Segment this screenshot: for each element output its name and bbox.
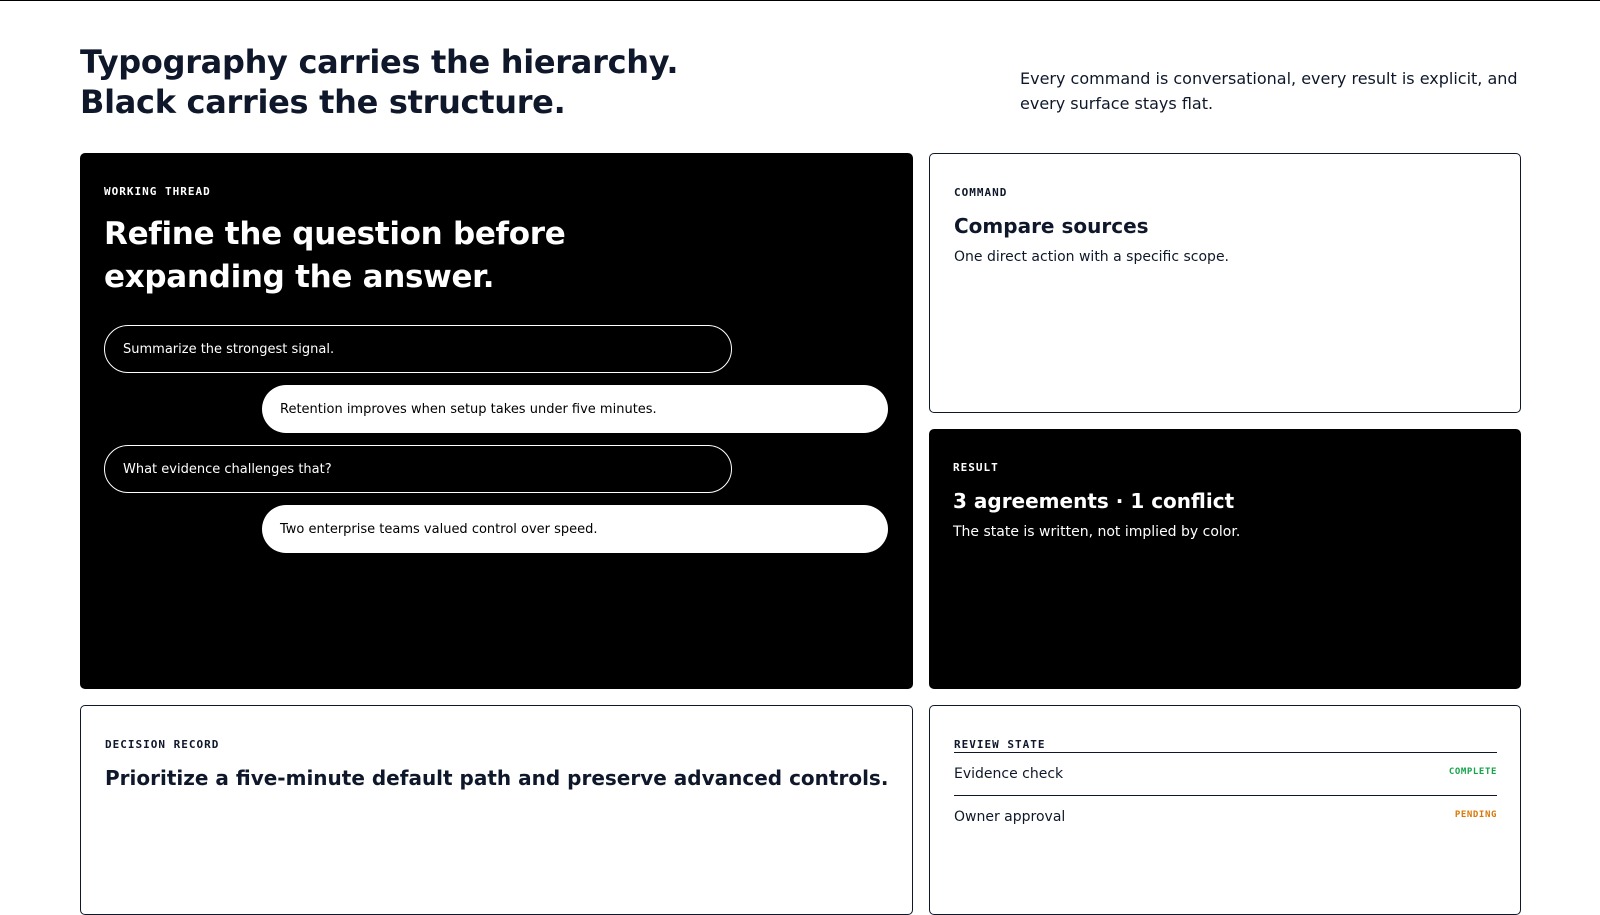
message-bubble-user[interactable] (104, 325, 732, 373)
message-bubble-assistant[interactable] (262, 505, 888, 553)
command-subtitle: One direct action with a specific scope. (954, 249, 1230, 265)
review-item-label: Evidence check (954, 766, 1064, 782)
decision-record-card (80, 705, 913, 915)
command-eyebrow: COMMAND (954, 186, 1008, 199)
review-divider (954, 752, 1497, 753)
review-row-evidence-check (954, 763, 1497, 785)
decision-eyebrow: DECISION RECORD (105, 738, 220, 751)
status-badge: PENDING (1454, 810, 1497, 820)
top-border (0, 0, 1600, 1)
thread-eyebrow: WORKING THREAD (104, 185, 211, 198)
headline-line-1: Typography carries the hierarchy. (80, 43, 679, 81)
review-divider (954, 795, 1497, 796)
headline-line-2: Black carries the structure. (80, 83, 566, 121)
command-title: Compare sources (954, 214, 1149, 238)
review-row-owner-approval (954, 806, 1497, 828)
page-headline (80, 42, 678, 122)
message-text: Summarize the strongest signal. (123, 341, 335, 357)
message-bubble-user[interactable] (104, 445, 732, 493)
command-card[interactable] (929, 153, 1521, 413)
page-tagline: Every command is conversational, every result is explicit, and every surface stays flat. (1020, 69, 1518, 113)
result-subtitle: The state is written, not implied by color. (953, 524, 1241, 540)
message-bubble-assistant[interactable] (262, 385, 888, 433)
thread-title: Refine the question before expanding the answer. (104, 216, 566, 295)
status-badge: COMPLETE (1448, 767, 1497, 777)
page-header (80, 42, 1520, 132)
result-card (929, 429, 1521, 689)
decision-title: Prioritize a five-minute default path and preserve advanced controls. (105, 766, 889, 790)
result-title: 3 agreements · 1 conflict (953, 489, 1235, 513)
review-item-label: Owner approval (954, 809, 1066, 825)
result-eyebrow: RESULT (953, 461, 999, 474)
message-text: What evidence challenges that? (123, 461, 332, 477)
message-text: Two enterprise teams valued control over speed. (280, 521, 598, 537)
message-text: Retention improves when setup takes under five minutes. (280, 401, 657, 417)
review-state-card (929, 705, 1521, 915)
review-eyebrow: REVIEW STATE (954, 738, 1046, 751)
working-thread-card (80, 153, 913, 689)
